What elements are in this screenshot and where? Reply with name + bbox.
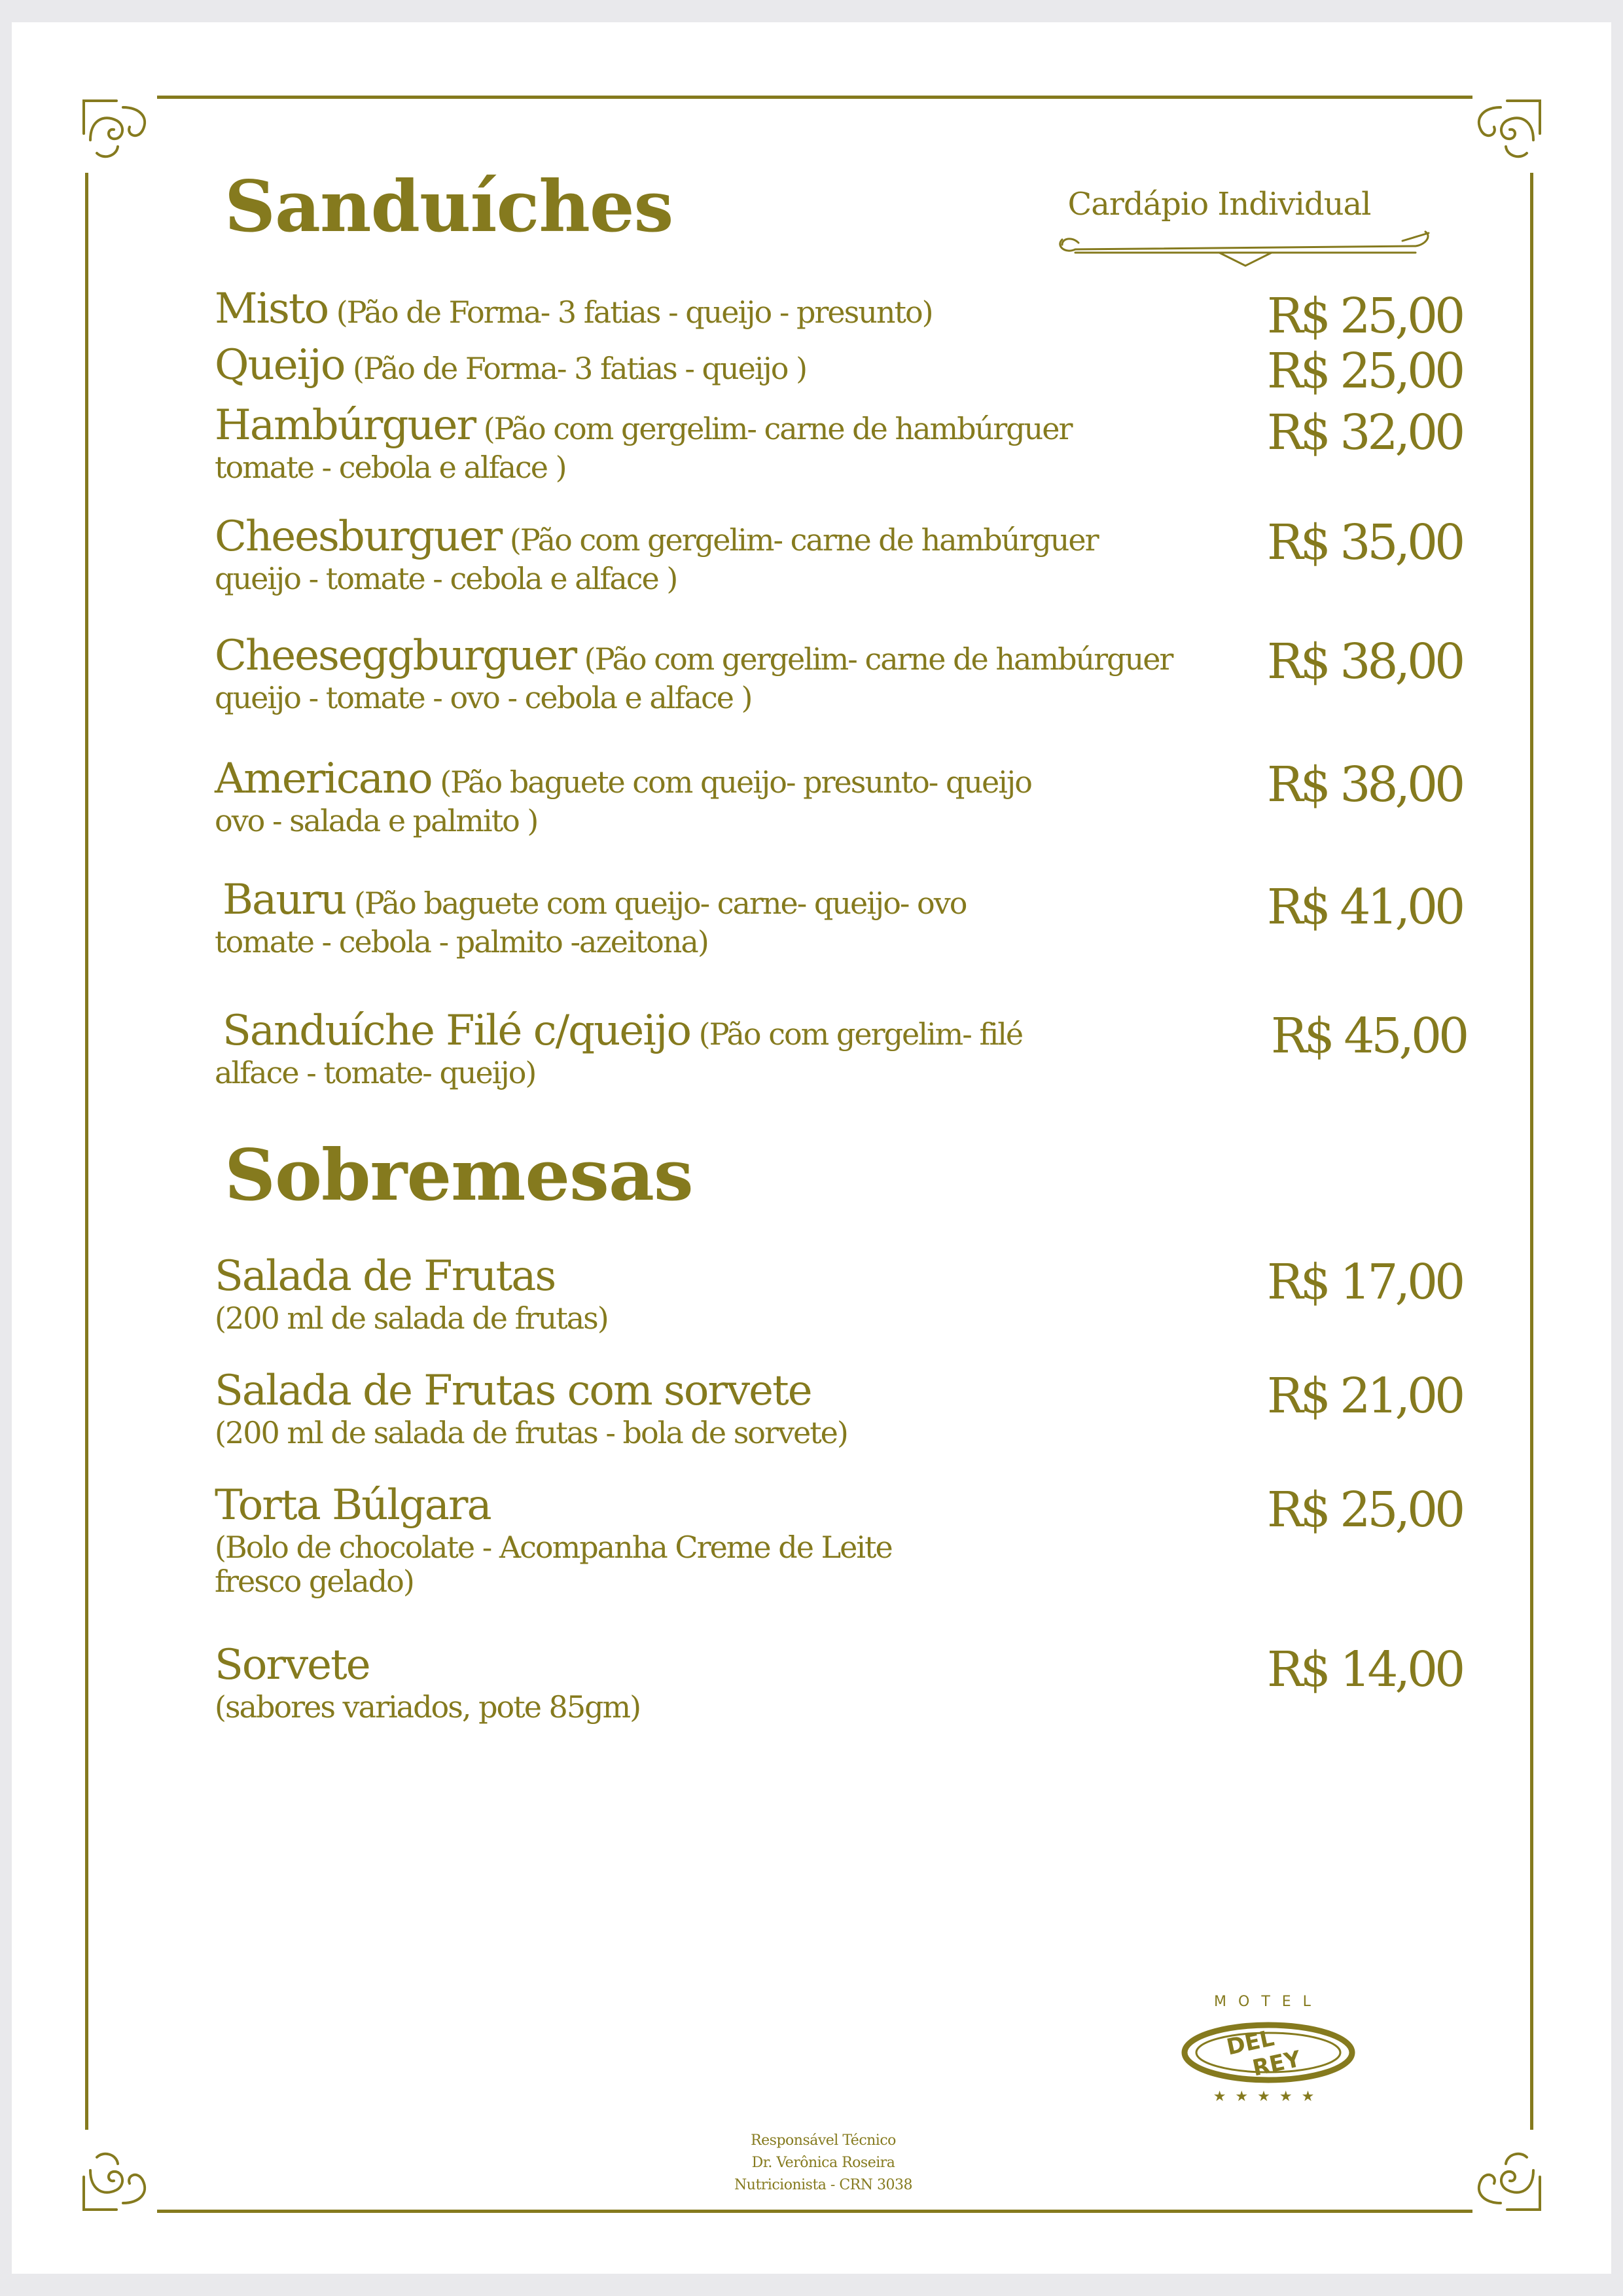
item-name: Salada de Frutas (215, 1252, 556, 1300)
frame-top-line (157, 96, 1472, 99)
item-name: Sorvete (215, 1641, 370, 1689)
credits-name: Dr. Verônica Roseira (751, 2155, 895, 2171)
credits-registration: Nutricionista - CRN 3038 (734, 2177, 912, 2193)
price-americano: R$ 38,00 (1267, 757, 1463, 813)
logo-line2: REY (1250, 2045, 1304, 2082)
item-name: Cheeseggburguer (215, 632, 577, 680)
corner-ornament-top-right-icon (1461, 94, 1546, 179)
menu-item-queijo (215, 342, 1236, 390)
motel-del-rey-logo (1170, 1994, 1366, 2108)
price-cheesburguer: R$ 35,00 (1267, 514, 1463, 571)
item-name: Misto (215, 285, 329, 333)
item-name: Cheesburguer (215, 512, 502, 561)
item-desc: (Pão baguete com queijo- carne- queijo- ovo (346, 886, 967, 921)
item-desc: (Pão de Forma- 3 fatias - queijo - presunto) (328, 295, 933, 330)
item-name: Salada de Frutas com sorvete (215, 1367, 812, 1415)
item-name: Hambúrguer (215, 401, 476, 450)
item-name: Bauru (223, 876, 346, 924)
menu-item-hamburguer (215, 402, 1236, 484)
price-salada-com-sorvete: R$ 21,00 (1267, 1368, 1463, 1424)
menu-item-sorvete (215, 1641, 1236, 1724)
price-sorvete: R$ 14,00 (1267, 1641, 1463, 1698)
price-cheeseggburguer: R$ 38,00 (1267, 634, 1463, 690)
item-desc: (200 ml de salada de frutas - bola de sorvete) (215, 1414, 847, 1450)
item-desc: (Pão de Forma- 3 fatias - queijo ) (344, 351, 807, 386)
logo-line1: DEL (1224, 2025, 1277, 2061)
menu-item-americano (215, 755, 1236, 838)
menu-item-sanduiche-file (215, 1007, 1243, 1090)
individual-menu-badge (1049, 186, 1455, 291)
item-desc: (Pão com gergelim- carne de hambúrguer (576, 641, 1173, 677)
item-desc: (Pão baguete com queijo- presunto- queijo (431, 764, 1031, 800)
price-queijo: R$ 25,00 (1267, 343, 1463, 399)
badge-label: Cardápio Individual (1067, 186, 1371, 223)
item-desc: (Pão com gergelim- carne de hambúrguer (475, 411, 1072, 446)
frame-left-line (85, 173, 88, 2130)
item-desc: (Bolo de chocolate - Acompanha Creme de Leite (215, 1529, 892, 1565)
item-desc: (Pão com gergelim- carne de hambúrguer (501, 522, 1098, 558)
item-desc: (Pão com gergelim- filé (690, 1016, 1023, 1052)
menu-item-salada-com-sorvete (215, 1367, 1236, 1450)
item-desc-line2: tomate - cebola - palmito -azeitona) (215, 924, 708, 960)
item-desc-line2: tomate - cebola e alface ) (215, 449, 566, 485)
price-salada-de-frutas: R$ 17,00 (1267, 1254, 1463, 1310)
item-desc-line2: alface - tomate- queijo) (215, 1054, 536, 1090)
menu-item-torta-bulgara (215, 1482, 1236, 1599)
logo-word: MOTEL (1214, 1994, 1323, 2010)
item-desc: (200 ml de salada de frutas) (215, 1300, 608, 1336)
menu-item-salada-de-frutas (215, 1253, 1236, 1335)
price-bauru: R$ 41,00 (1267, 879, 1463, 935)
menu-item-misto (215, 285, 1236, 334)
price-hamburguer: R$ 32,00 (1267, 404, 1463, 461)
item-desc-line2: queijo - tomate - ovo - cebola e alface ) (215, 679, 752, 715)
corner-ornament-bottom-right-icon (1461, 2131, 1546, 2216)
corner-ornament-top-left-icon (77, 94, 162, 179)
item-name: Torta Búlgara (215, 1481, 491, 1530)
logo-stars: ★★★★★ (1213, 2089, 1324, 2105)
item-desc-line2: ovo - salada e palmito ) (215, 802, 538, 838)
flourish-divider-icon (1049, 226, 1455, 272)
item-name: Queijo (215, 341, 345, 389)
menu-item-cheesburguer (215, 513, 1236, 596)
section-title-desserts: Sobremesas (224, 1134, 693, 1217)
price-misto: R$ 25,00 (1267, 288, 1463, 344)
menu-item-bauru (215, 876, 1243, 960)
item-desc-line2: queijo - tomate - cebola e alface ) (215, 560, 677, 596)
technical-credits (686, 2130, 961, 2197)
item-name: Americano (215, 755, 432, 803)
menu-item-cheeseggburguer (215, 632, 1236, 715)
section-title-sandwiches: Sanduíches (224, 166, 673, 248)
frame-right-line (1530, 173, 1533, 2130)
corner-ornament-bottom-left-icon (77, 2131, 162, 2216)
item-desc: (sabores variados, pote 85gm) (215, 1689, 641, 1725)
price-sanduiche-file: R$ 45,00 (1271, 1008, 1467, 1064)
item-name: Sanduíche Filé c/queijo (223, 1007, 691, 1055)
menu-page (12, 22, 1611, 2274)
credits-title: Responsável Técnico (751, 2132, 896, 2149)
item-desc-line2: fresco gelado) (215, 1564, 414, 1600)
logo-emblem-icon (1170, 2020, 1366, 2085)
price-torta-bulgara: R$ 25,00 (1267, 1482, 1463, 1538)
frame-bottom-line (157, 2210, 1472, 2213)
